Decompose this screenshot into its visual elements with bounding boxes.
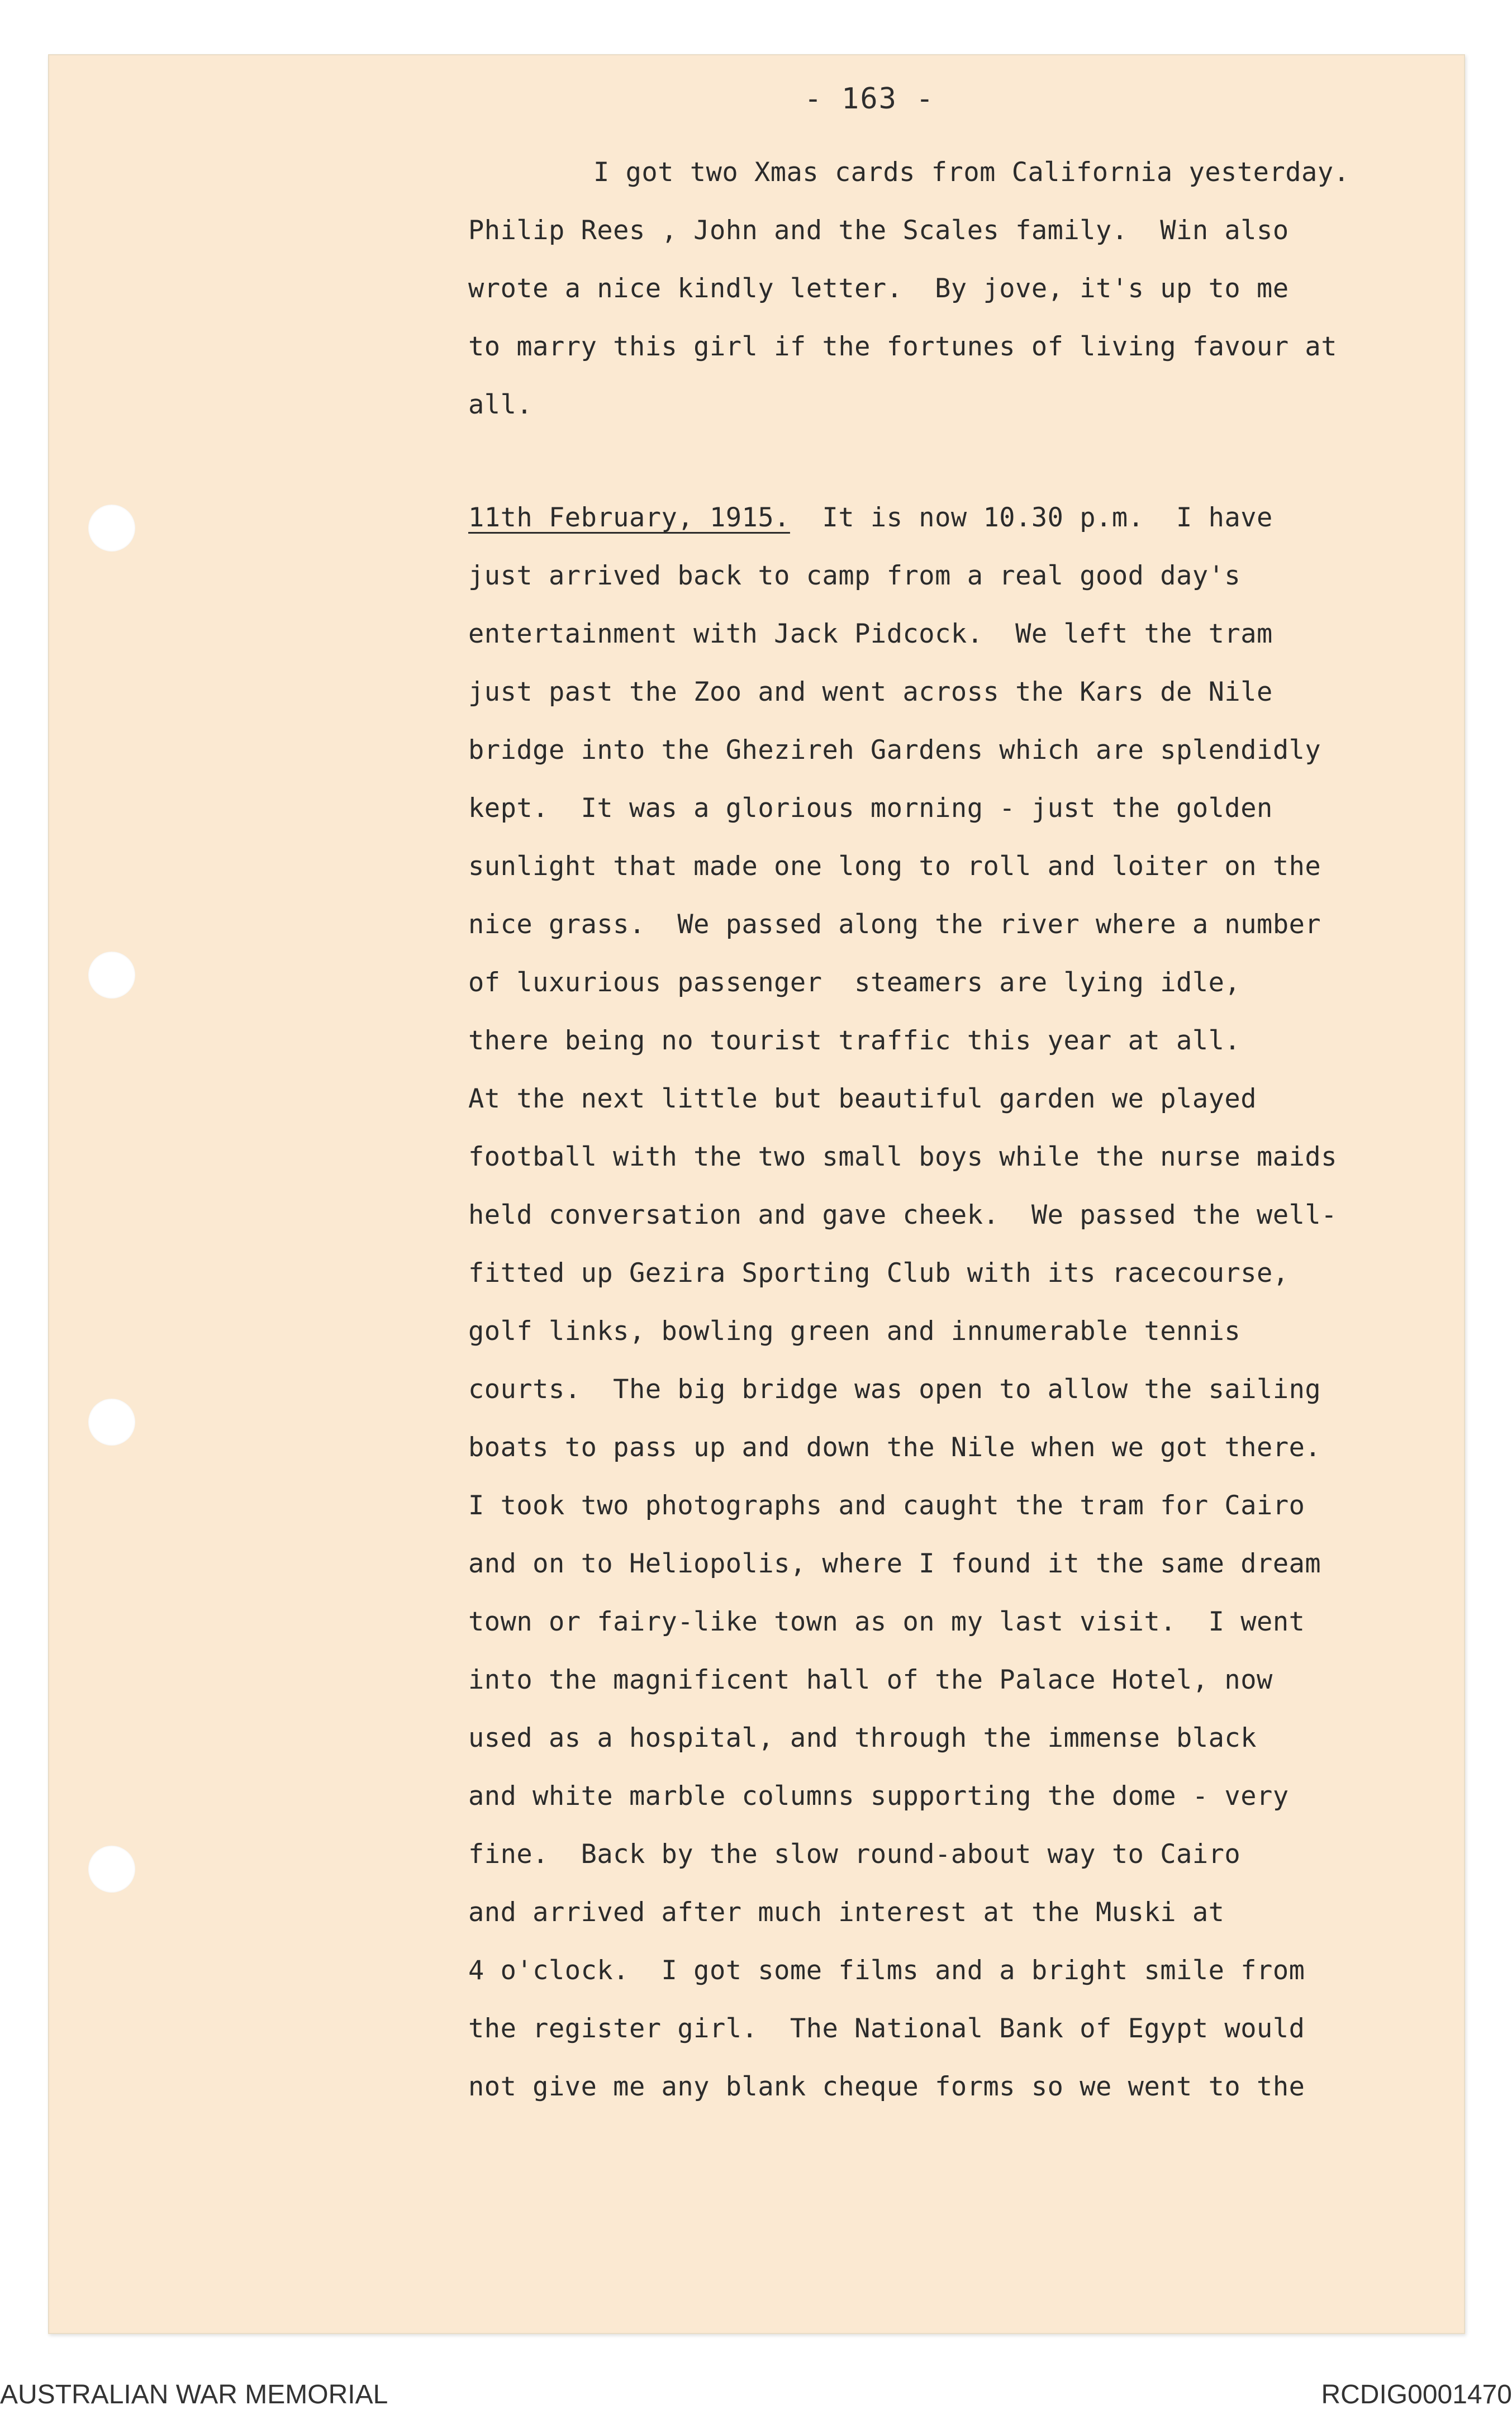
text-line: golf links, bowling green and innumerable tennis xyxy=(468,1316,1241,1347)
paragraph-christmas-cards xyxy=(468,144,1446,434)
text-line: I got two Xmas cards from California yesterday. xyxy=(593,157,1350,188)
punch-hole xyxy=(88,1846,135,1893)
page-number: - 163 - xyxy=(804,82,935,116)
text-line: bridge into the Ghezireh Gardens which are splendidly xyxy=(468,735,1321,766)
text-line: courts. The big bridge was open to allow the sailing xyxy=(468,1374,1321,1405)
footer-archive-name: AUSTRALIAN WAR MEMORIAL xyxy=(0,2380,388,2409)
punch-hole xyxy=(88,505,135,552)
text-line: fitted up Gezira Sporting Club with its racecourse, xyxy=(468,1258,1289,1289)
text-line: football with the two small boys while the nurse maids xyxy=(468,1142,1338,1172)
date-heading: 11th February, 1915. xyxy=(468,502,790,533)
text-line: town or fairy-like town as on my last visit. I went xyxy=(468,1607,1305,1637)
text-line: all. xyxy=(468,389,533,420)
text-line: of luxurious passenger steamers are lying idle, xyxy=(468,967,1241,998)
text-line: used as a hospital, and through the immense black xyxy=(468,1723,1257,1753)
text-line: Philip Rees , John and the Scales family. Win also xyxy=(468,215,1289,246)
text-line: fine. Back by the slow round-about way to Cairo xyxy=(468,1839,1241,1870)
text-line: sunlight that made one long to roll and loiter on the xyxy=(468,851,1321,882)
diary-entry-11-february-1915 xyxy=(468,489,1446,2116)
text-line: and on to Heliopolis, where I found it the same dream xyxy=(468,1548,1321,1579)
text-line-rest: It is now 10.30 p.m. I have xyxy=(790,502,1273,533)
text-line: and arrived after much interest at the Muski at xyxy=(468,1897,1225,1928)
entry-first-line xyxy=(468,489,1446,547)
text-line: kept. It was a glorious morning - just the golden xyxy=(468,793,1273,824)
text-line: the register girl. The National Bank of Egypt would xyxy=(468,2013,1305,2044)
text-line: boats to pass up and down the Nile when we got there. xyxy=(468,1432,1321,1463)
punch-hole xyxy=(88,1399,135,1446)
text-line: wrote a nice kindly letter. By jove, it's up to me xyxy=(468,273,1289,304)
text-line: entertainment with Jack Pidcock. We left the tram xyxy=(468,619,1273,649)
text-line: to marry this girl if the fortunes of living favour at xyxy=(468,331,1338,362)
text-line: At the next little but beautiful garden we played xyxy=(468,1083,1257,1114)
text-line: I took two photographs and caught the tram for Cairo xyxy=(468,1490,1305,1521)
text-line: 4 o'clock. I got some films and a bright smile from xyxy=(468,1955,1305,1986)
text-line: not give me any blank cheque forms so we went to the xyxy=(468,2071,1305,2102)
text-line: and white marble columns supporting the dome - very xyxy=(468,1781,1289,1812)
text-line: nice grass. We passed along the river where a number xyxy=(468,909,1321,940)
text-line: just past the Zoo and went across the Kars de Nile xyxy=(468,677,1273,707)
text-line: held conversation and gave cheek. We passed the well- xyxy=(468,1200,1338,1230)
punch-hole xyxy=(88,952,135,999)
text-line: into the magnificent hall of the Palace Hotel, now xyxy=(468,1665,1273,1695)
text-line: there being no tourist traffic this year at all. xyxy=(468,1025,1241,1056)
footer-record-id: RCDIG0001470 xyxy=(1321,2380,1512,2409)
text-line: just arrived back to camp from a real good day's xyxy=(468,560,1241,591)
